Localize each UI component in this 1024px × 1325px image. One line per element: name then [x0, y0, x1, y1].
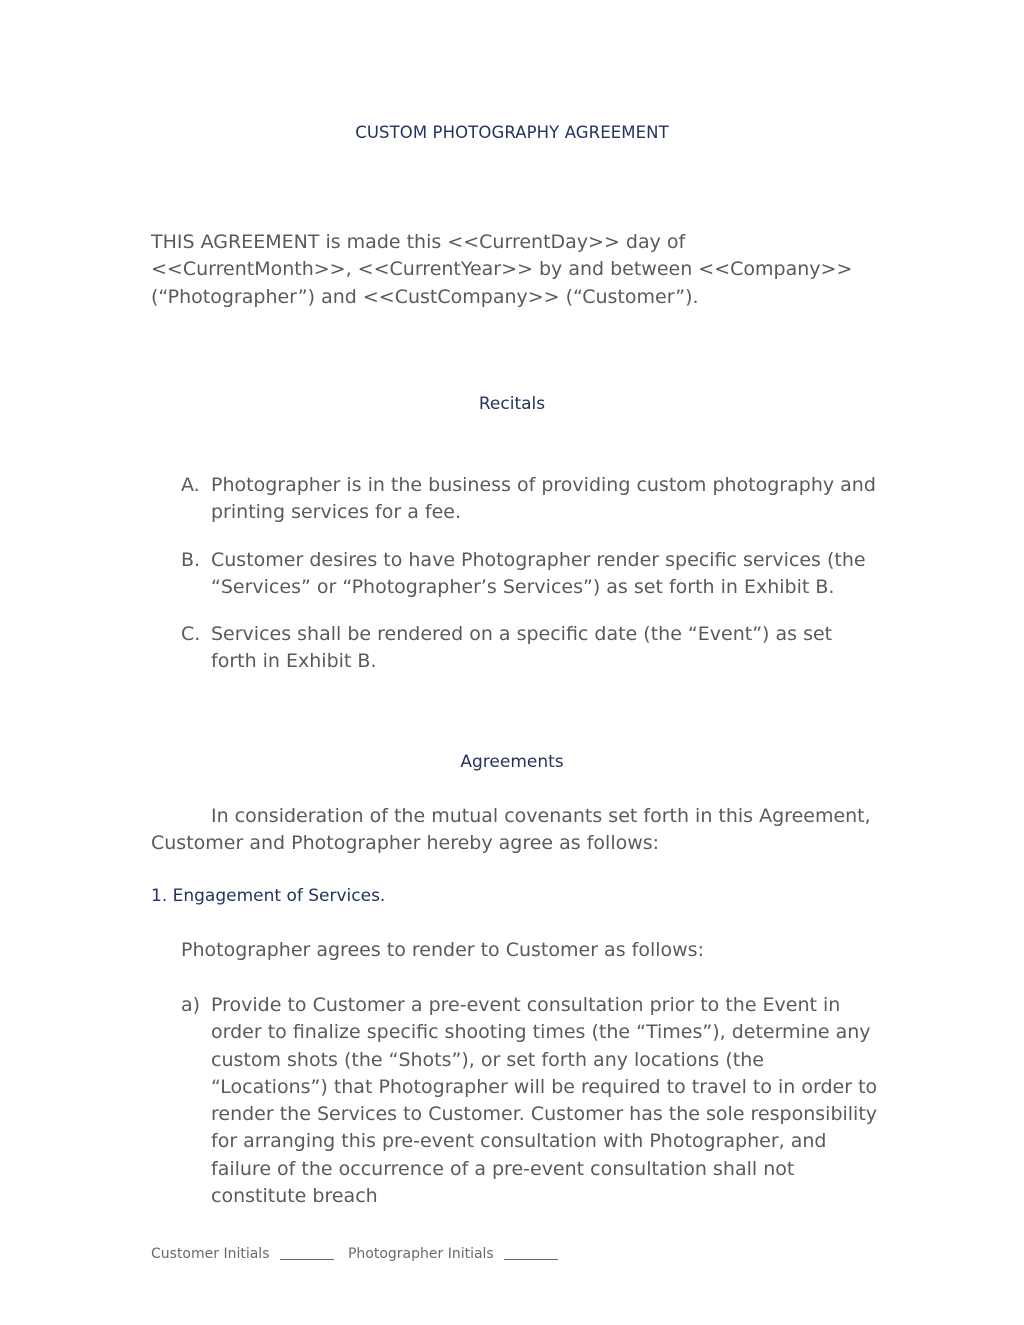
recital-item-a — [181, 472, 881, 527]
section-item-marker: a) — [181, 994, 201, 1016]
section-1-heading: 1. Engagement of Services. — [151, 886, 386, 906]
document-title: CUSTOM PHOTOGRAPHY AGREEMENT — [355, 123, 669, 142]
recital-item-c — [181, 621, 881, 676]
section-1-item-a — [181, 992, 881, 1210]
photographer-initials-line[interactable] — [504, 1259, 558, 1260]
recitals-heading: Recitals — [478, 394, 546, 414]
consideration-paragraph: In consideration of the mutual covenants set forth in this Agreement, Customer and Photographer hereby agree as follows: — [151, 805, 871, 855]
recital-text: Customer desires to have Photographer render specific services (the “Services” or “Photographer’s Services”) as set forth in Exhibit B. — [211, 549, 866, 599]
agreements-heading: Agreements — [460, 752, 564, 772]
recital-item-b — [181, 547, 881, 602]
intro-paragraph: THIS AGREEMENT is made this <<CurrentDay>> day of <<CurrentMonth>>, <<CurrentYear>> by and between <<Company>> (“Photographer”) and <<CustCompany>> (“Customer”). — [151, 231, 853, 308]
recital-marker: A. — [181, 474, 200, 496]
initials-footer — [151, 1246, 568, 1262]
section-item-text: Provide to Customer a pre-event consultation prior to the Event in order to finalize specific shooting times (the “Times”), determine any custom shots (the “Shots”), or set forth any locations (the “Locations”) that Photographer will be required to travel to in order to render the Services to Customer. Customer has the sole responsibility for arranging this pre-event consultation with Photographer, and failure of the occurrence of a pre-event consultation shall not constitute breach — [211, 994, 878, 1208]
customer-initials-line[interactable] — [280, 1259, 334, 1260]
photographer-initials-label: Photographer Initials — [347, 1246, 494, 1262]
recital-marker: B. — [181, 549, 201, 571]
customer-initials-label: Customer Initials — [151, 1246, 270, 1262]
recital-text: Photographer is in the business of providing custom photography and printing services for a fee. — [211, 474, 876, 524]
recital-text: Services shall be rendered on a specific date (the “Event”) as set forth in Exhibit B. — [211, 623, 833, 673]
recital-marker: C. — [181, 623, 201, 645]
section-1-intro: Photographer agrees to render to Customer as follows: — [181, 939, 704, 961]
